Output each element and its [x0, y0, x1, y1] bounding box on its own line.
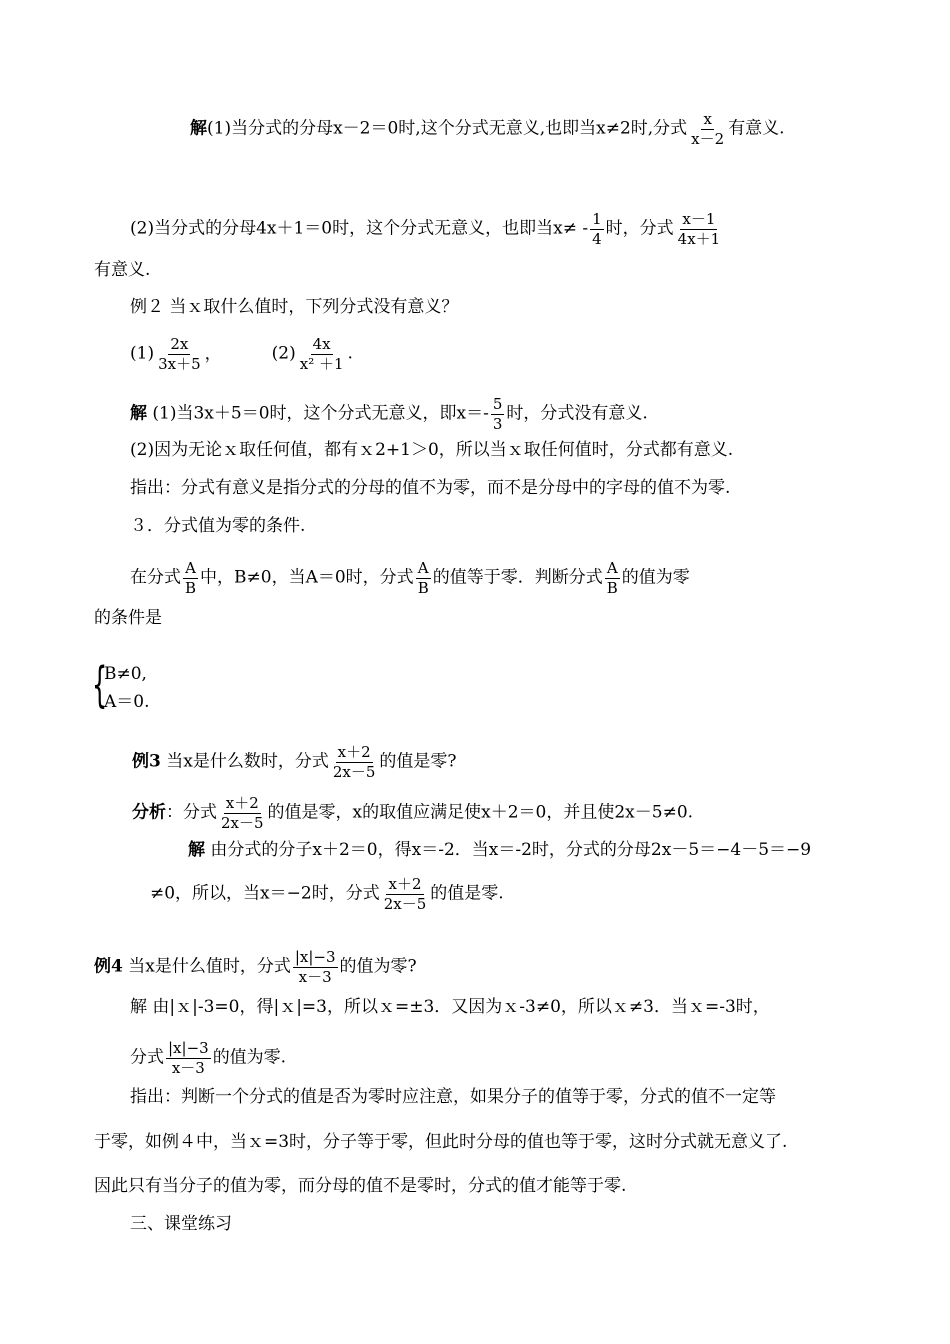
numerator: |x|−3 [294, 948, 336, 966]
denominator: B [606, 578, 618, 597]
denominator: 3x＋5 [158, 354, 201, 373]
example-label: 例4 [94, 956, 123, 977]
analysis-line [132, 795, 693, 831]
numerator: A [417, 559, 429, 577]
fraction [689, 111, 726, 147]
text: ≠0，所以，当x＝−2时，分式 [150, 883, 380, 904]
numerator: A [606, 559, 618, 577]
fraction [605, 560, 620, 596]
denominator: x－3 [298, 967, 332, 986]
fraction [293, 949, 338, 985]
text: 中，B≠0，当A＝0时，分式 [200, 567, 414, 588]
solution-4-line-2 [130, 1040, 286, 1076]
item-label: (2) [271, 343, 296, 364]
section-practice-heading: 三、课堂练习 [130, 1214, 232, 1234]
fraction [219, 795, 266, 831]
text: ：分式 [166, 802, 217, 823]
solution-2b-line: (2)因为无论ｘ取任何值，都有ｘ2+1＞0，所以当ｘ取任何值时，分式都有意义. [130, 440, 734, 460]
numerator: 2x [170, 335, 189, 353]
note-1: 指出：分式有意义是指分式的分母的值不为零，而不是分母中的字母的值不为零. [130, 478, 731, 498]
denominator: 4x＋1 [677, 229, 721, 248]
section-3-heading: ３．分式值为零的条件. [130, 516, 306, 536]
fraction [298, 336, 346, 372]
separator: ， [204, 343, 222, 364]
denominator: x² ＋1 [299, 354, 344, 373]
solution-3-line-2 [150, 876, 504, 912]
period: . [347, 343, 353, 364]
solution-2a-line [130, 396, 648, 432]
fraction [676, 211, 723, 247]
example-3-line [132, 744, 457, 780]
fraction [183, 560, 198, 596]
text: 的值是零? [379, 751, 457, 772]
denominator: 3 [492, 414, 503, 433]
denominator: B [185, 578, 197, 597]
example-2-items [130, 336, 353, 372]
denominator: 2x－5 [383, 894, 427, 913]
solution-1-line [190, 111, 785, 147]
fraction [382, 876, 429, 912]
solution-label: 解 [188, 840, 205, 860]
numerator: A [185, 559, 196, 577]
item-label: (1) [130, 343, 155, 364]
numerator: |x|−3 [168, 1039, 209, 1057]
numerator: 4x [312, 335, 331, 353]
fraction [590, 211, 604, 247]
text: 时，分式 [605, 218, 674, 239]
system-line-1: B≠0, [104, 664, 147, 684]
solution-label: 解 [190, 118, 207, 139]
numerator: x＋2 [225, 794, 259, 812]
example-2-title: 例２ 当ｘ取什么值时，下列分式没有意义？ [130, 297, 459, 317]
fraction [156, 336, 203, 372]
fraction [331, 744, 378, 780]
fraction [166, 1040, 211, 1076]
text: 当x是什么数时，分式 [160, 751, 329, 772]
text: 当x是什么值时，分式 [122, 956, 291, 977]
example-label: 例3 [132, 751, 161, 772]
solution-3-line [188, 840, 811, 860]
fraction [416, 560, 431, 596]
solution-2-line [130, 211, 724, 247]
text: 的值为零? [339, 956, 417, 977]
system-line-2: A＝0. [104, 692, 150, 712]
numerator: 1 [592, 210, 602, 228]
note-2-line-3: 因此只有当分子的值为零，而分母的值不是零时，分式的值才能等于零. [94, 1176, 627, 1196]
denominator: 4 [592, 229, 602, 248]
denominator: B [417, 578, 429, 597]
text: 时，分式没有意义. [506, 403, 648, 424]
solution-4-line: 解 由|ｘ|-3=0，得|ｘ|=3，所以ｘ=±3．又因为ｘ-3≠0，所以ｘ≠3．当ｘ=-3时， [130, 997, 770, 1017]
text: 的值等于零．判断分式 [432, 567, 603, 588]
example-4-line [94, 949, 417, 985]
note-2-line-1: 指出：判断一个分式的值是否为零时应注意，如果分子的值等于零，分式的值不一定等 [130, 1087, 776, 1107]
text: 的值是零. [430, 883, 504, 904]
denominator: x－3 [171, 1058, 205, 1077]
text-line: 的条件是 [94, 608, 162, 628]
text: 的值是零，x的取值应满足使x＋2＝0，并且使2x－5≠0. [267, 802, 694, 823]
text: 的值为零. [212, 1047, 287, 1068]
text: 在分式 [130, 567, 181, 588]
denominator: 2x－5 [221, 813, 264, 832]
numerator: 5 [492, 395, 503, 413]
denominator: 2x－5 [332, 762, 376, 781]
text: (1)当3x＋5＝0时，这个分式无意义，即x＝- [147, 403, 489, 424]
numerator: x [703, 110, 712, 128]
numerator: x－1 [682, 210, 716, 228]
text: 分式 [130, 1047, 164, 1068]
fraction [491, 396, 505, 432]
text: (2)当分式的分母4x＋1＝0时，这个分式无意义，也即当x≠ - [130, 218, 589, 239]
left-brace-icon: { [92, 657, 108, 713]
denominator: x－2 [691, 129, 725, 148]
condition-line [130, 560, 690, 596]
solution-label: 解 [130, 403, 147, 424]
text: 有意义. [728, 118, 785, 139]
numerator: x＋2 [388, 875, 422, 893]
numerator: x＋2 [337, 743, 371, 761]
analysis-label: 分析 [132, 802, 166, 823]
text: 的值为零 [621, 567, 690, 588]
text: (1)当分式的分母x－2＝0时,这个分式无意义,也即当x≠2时,分式 [207, 118, 688, 139]
text-line: 有意义. [94, 260, 151, 280]
note-2-line-2: 于零，如例４中，当ｘ=3时，分子等于零，但此时分母的值也等于零，这时分式就无意义了. [94, 1132, 788, 1152]
text: 由分式的分子x＋2＝0，得x＝-2．当x＝-2时，分式的分母2x－5＝−4－5＝−9 [205, 840, 812, 860]
